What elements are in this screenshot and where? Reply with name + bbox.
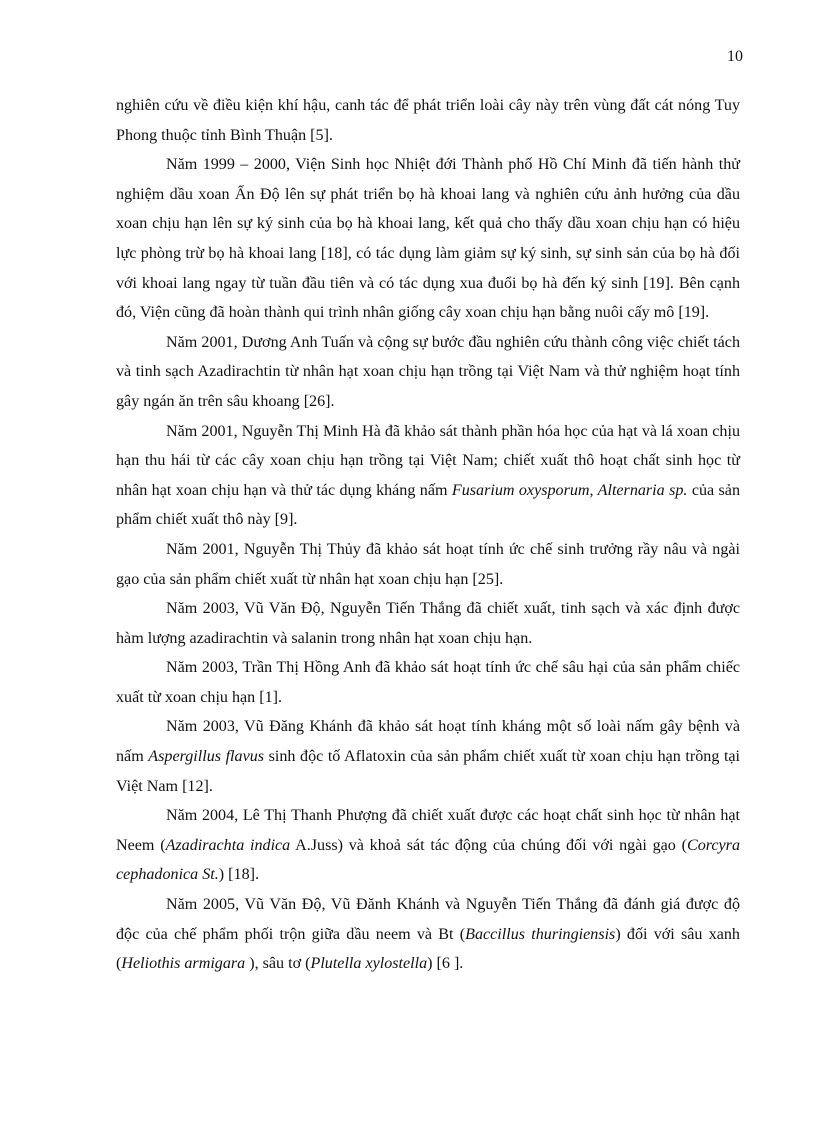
paragraph-2001-duong-anh-tuan xyxy=(116,328,740,417)
italic-species-name: Heliothis armigara xyxy=(121,955,246,973)
italic-species-name: Azadirachta indica xyxy=(165,836,291,854)
paragraph-1999-2000 xyxy=(116,150,740,328)
paragraph-2003-vu-van-do xyxy=(116,594,740,653)
paragraph-text: của sản phẩm chiết xuất thô này [9]. xyxy=(116,481,740,529)
italic-species-name: Baccillus thuringiensis xyxy=(465,925,616,943)
paragraph-text: Năm 2003, Trần Thị Hồng Anh đã khảo sát hoạt tính ức chế sâu hại của sản phẩm chiếc xuất từ xoan chịu hạn [1]. xyxy=(116,659,740,706)
paragraph-text: sinh độc tố Aflatoxin của sản phẩm chiết xuất từ xoan chịu hạn trồng tại Việt Nam [12]. xyxy=(116,748,741,795)
paragraph-text: ), sâu tơ ( xyxy=(245,955,311,973)
paragraph-text: nghiên cứu về điều kiện khí hậu, canh tác để phát triển loài cây này trên vùng đất cát nóng Tuy Phong thuộc tỉnh Bình Thuận [5]. xyxy=(116,97,740,144)
italic-species-name: Aspergillus flavus xyxy=(148,748,265,766)
paragraph-2001-nguyen-thi-thuy xyxy=(116,535,740,594)
paragraph-text: Năm 2003, Vũ Đăng Khánh đã khảo sát hoạt tính kháng một số loài nấm gây bệnh và nấm xyxy=(116,718,740,766)
paragraph-2001-nguyen-thi-minh-ha xyxy=(116,417,740,535)
paragraph-text: Năm 2001, Nguyễn Thị Thủy đã khảo sát hoạt tính ức chế sinh trưởng rầy nâu và ngài gạo của sản phẩm chiết xuất từ nhân hạt xoan chịu hạn [25]. xyxy=(116,540,740,588)
paragraph-text: Năm 2001, Dương Anh Tuấn và cộng sự bước đầu nghiên cứu thành công việc chiết tách và tinh sạch Azadirachtin từ nhân hạt xoan chịu hạn trồng tại Việt Nam và thử nghiệm hoạt tính gây ngán ăn trên sâu khoang [26]. xyxy=(116,333,740,410)
paragraph-2004-le-thi-thanh-phuong xyxy=(116,801,740,890)
page-number: 10 xyxy=(727,48,743,65)
paragraph-2005-vu-van-do xyxy=(116,890,740,979)
italic-species-name: Fusarium oxysporum, Alternaria sp. xyxy=(451,481,688,499)
paragraph-continuation xyxy=(116,91,740,150)
italic-species-name: Plutella xylostella xyxy=(310,955,428,973)
paragraph-text: Năm 2004, Lê Thị Thanh Phượng đã chiết xuất được các hoạt chất sinh học từ nhân hạt Neem ( xyxy=(116,807,740,854)
paragraph-text: ) đối với sâu xanh ( xyxy=(116,925,740,973)
paragraph-2003-tran-thi-hong-anh xyxy=(116,653,740,712)
paragraph-text: Năm 2005, Vũ Văn Độ, Vũ Đănh Khánh và Nguyễn Tiến Thắng đã đánh giá được độ độc của chế phẩm phối trộn giữa dầu neem và Bt ( xyxy=(116,896,740,943)
paragraph-text: ) [6 ]. xyxy=(427,955,464,973)
italic-species-name: Corcyra cephadonica St. xyxy=(116,836,740,884)
body-text xyxy=(116,91,740,979)
paragraph-text: A.Juss) và khoả sát tác động của chúng đối với ngài gạo ( xyxy=(290,836,687,854)
paragraph-2003-vu-dang-khanh xyxy=(116,712,740,801)
paragraph-text: Năm 1999 – 2000, Viện Sinh học Nhiệt đới Thành phố Hồ Chí Minh đã tiến hành thử nghiệm dầu xoan Ấn Độ lên sự phát triển bọ hà khoai lang và nghiên cứu ảnh hưởng của dầu xoan chịu hạn lên sự ký sinh của bọ hà khoai lang, kết quả cho thấy dầu xoan chịu hạn có hiệu lực phòng trừ bọ hà khoai lang [18], có tác dụng làm giảm sự ký sinh, sự sinh sản của bọ hà đối với khoai lang ngay từ tuần đầu tiên và có tác dụng xua đuổi bọ hà đến ký sinh [19]. Bên cạnh đó, Viện cũng đã hoàn thành qui trình nhân giống cây xoan chịu hạn bằng nuôi cấy mô [19]. xyxy=(116,156,740,322)
paragraph-text: ) [18]. xyxy=(218,866,260,884)
paragraph-text: Năm 2001, Nguyễn Thị Minh Hà đã khảo sát thành phần hóa học của hạt và lá xoan chịu hạn thu hái từ các cây xoan chịu hạn trồng tại Việt Nam; chiết xuất thô hoạt chất sinh học từ nhân hạt xoan chịu hạn và thử tác dụng kháng nấm xyxy=(116,422,740,499)
paragraph-text: Năm 2003, Vũ Văn Độ, Nguyễn Tiến Thắng đã chiết xuất, tinh sạch và xác định được hàm lượng azadirachtin và salanin trong nhân hạt xoan chịu hạn. xyxy=(116,600,740,647)
